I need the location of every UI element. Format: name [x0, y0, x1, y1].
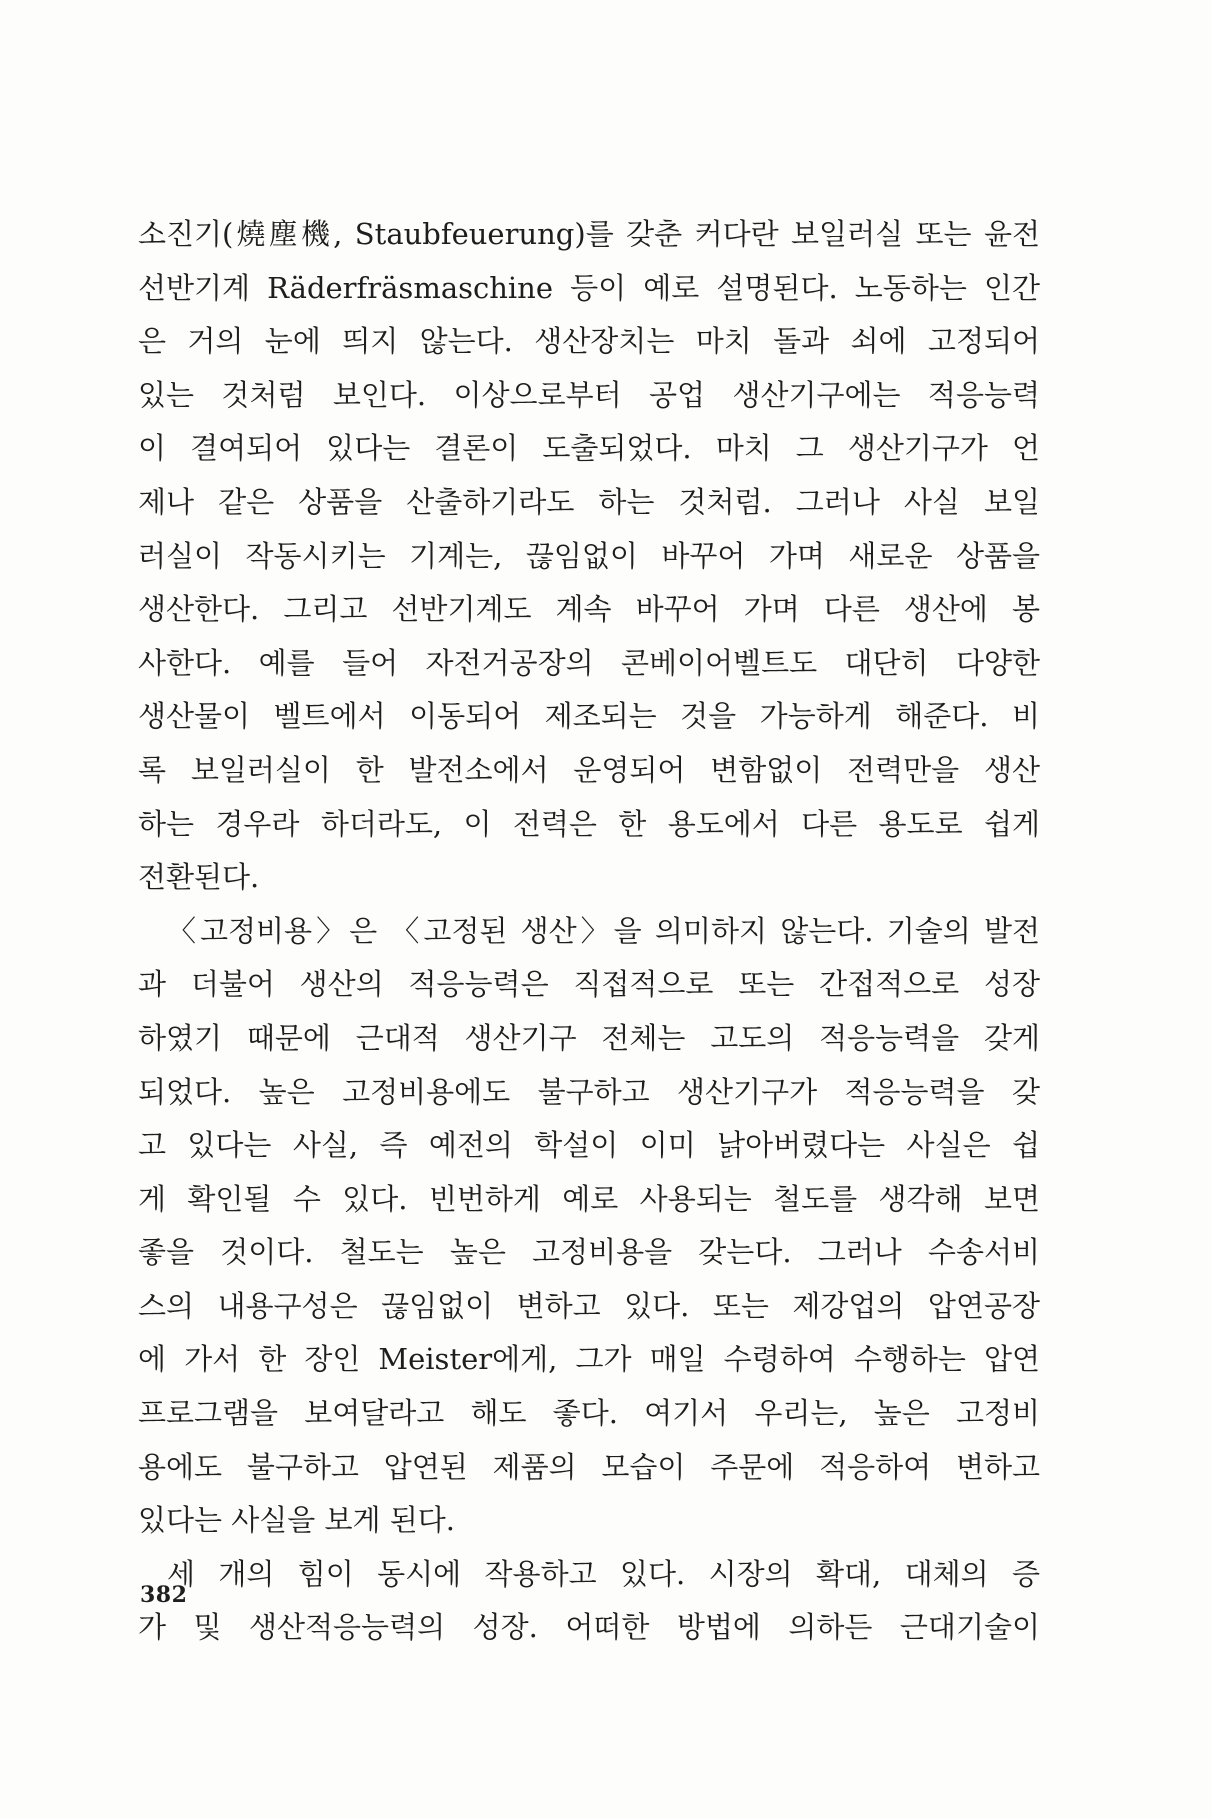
text-line: 있다는 사실을 보게 된다.: [138, 1503, 456, 1538]
text-line: 프로그램을 보여달라고 해도 좋다. 여기서 우리는, 높은 고정비: [138, 1396, 1040, 1431]
body-text: [138, 208, 1040, 1655]
text-line: 록 보일러실이 한 발전소에서 운영되어 변함없이 전력만을 생산: [138, 752, 1040, 787]
text-line: 이 결여되어 있다는 결론이 도출되었다. 마치 그 생산기구가 언: [138, 431, 1040, 466]
text-line: 과 더불어 생산의 적응능력은 직접적으로 또는 간접적으로 성장: [138, 967, 1040, 1002]
text-line: 에 가서 한 장인 Meister에게, 그가 매일 수령하여 수행하는 압연: [138, 1342, 1040, 1377]
text-line: 선반기계 Räderfräsmaschine 등이 예로 설명된다. 노동하는 인간: [138, 270, 1040, 305]
text-line: 하였기 때문에 근대적 생산기구 전체는 고도의 적응능력을 갖게: [138, 1020, 1040, 1055]
text-line: 〈고정비용〉은 〈고정된 생산〉을 의미하지 않는다. 기술의 발전: [167, 913, 1040, 948]
text-line: 세 개의 힘이 동시에 작용하고 있다. 시장의 확대, 대체의 증: [167, 1556, 1040, 1591]
text-line: 은 거의 눈에 띄지 않는다. 생산장치는 마치 돌과 쇠에 고정되어: [138, 324, 1040, 359]
text-line: 되었다. 높은 고정비용에도 불구하고 생산기구가 적응능력을 갖: [138, 1074, 1040, 1109]
text-line: 소진기(燒塵機, Staubfeuerung)를 갖춘 커다란 보일러실 또는 윤전: [138, 217, 1040, 251]
text-line: 사한다. 예를 들어 자전거공장의 콘베이어벨트도 대단히 다양한: [138, 645, 1040, 680]
text-line: 고 있다는 사실, 즉 예전의 학설이 이미 낡아버렸다는 사실은 쉽: [138, 1128, 1040, 1163]
text-line: 가 및 생산적응능력의 성장. 어떠한 방법에 의하든 근대기술이: [138, 1610, 1040, 1645]
text-line: 러실이 작동시키는 기계는, 끊임없이 바꾸어 가며 새로운 상품을: [138, 538, 1040, 573]
text-line: 생산한다. 그리고 선반기계도 계속 바꾸어 가며 다른 생산에 봉: [138, 592, 1040, 627]
text-line: 게 확인될 수 있다. 빈번하게 예로 사용되는 철도를 생각해 보면: [138, 1181, 1040, 1216]
text-line: 생산물이 벨트에서 이동되어 제조되는 것을 가능하게 해준다. 비: [138, 699, 1040, 734]
text-line: 하는 경우라 하더라도, 이 전력은 한 용도에서 다른 용도로 쉽게: [138, 806, 1040, 841]
text-line: 좋을 것이다. 철도는 높은 고정비용을 갖는다. 그러나 수송서비: [138, 1235, 1040, 1270]
text-line: 전환된다.: [138, 860, 260, 895]
page-number: 382: [140, 1582, 188, 1608]
text-line: 제나 같은 상품을 산출하기라도 하는 것처럼. 그러나 사실 보일: [138, 484, 1040, 519]
text-line: 용에도 불구하고 압연된 제품의 모습이 주문에 적응하여 변하고: [138, 1449, 1040, 1484]
text-line: 스의 내용구성은 끊임없이 변하고 있다. 또는 제강업의 압연공장: [138, 1288, 1040, 1323]
text-line: 있는 것처럼 보인다. 이상으로부터 공업 생산기구에는 적응능력: [138, 377, 1040, 412]
